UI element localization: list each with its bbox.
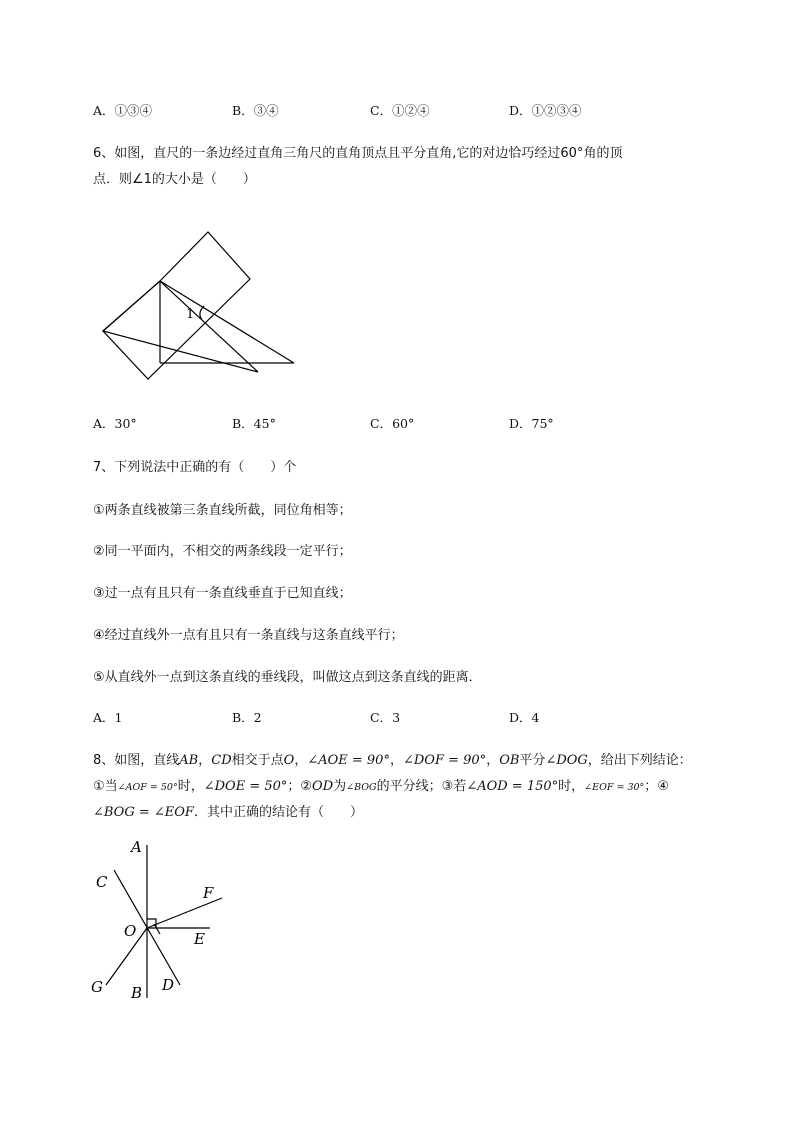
- math: ∠DOG: [545, 753, 588, 768]
- q7-option-a: A．1: [93, 710, 123, 725]
- q7-statement-3: ③过一点有且只有一条直线垂直于已知直线；: [93, 586, 352, 601]
- text: 时，: [177, 779, 204, 794]
- q8-lines-figure: [85, 835, 230, 1000]
- math: OB: [499, 753, 520, 768]
- text: ；④: [644, 779, 669, 794]
- q7-statement-1: ①两条直线被第三条直线所截，同位角相等；: [93, 503, 352, 518]
- math: ∠AOE = 90°: [307, 753, 390, 768]
- text: 的平分线；③若: [376, 779, 467, 794]
- q6-ruler-triangle-figure: [95, 225, 305, 385]
- math: ∠DOF = 90°: [402, 753, 487, 768]
- q6-option-c: C．60°: [370, 416, 415, 431]
- text: 时，: [558, 779, 585, 794]
- q7-option-b: B．2: [232, 710, 262, 725]
- q5-option-d: D．①②③④: [509, 103, 582, 118]
- text: 8、如图，直线: [93, 753, 180, 768]
- text: ，: [294, 753, 308, 768]
- q8-ray-of: [147, 898, 222, 928]
- text: ，: [389, 753, 403, 768]
- q6-angle-label: 1: [186, 307, 195, 322]
- q8-label-d: D: [162, 976, 175, 994]
- math: ∠AOF = 50°: [117, 782, 178, 793]
- q8-label-f: F: [203, 884, 214, 902]
- q7-statement-2: ②同一平面内，不相交的两条线段一定平行；: [93, 544, 352, 559]
- math: ∠EOF = 30°: [584, 782, 645, 793]
- q7-statement-4: ④经过直线外一点有且只有一条直线与这条直线平行；: [93, 628, 404, 643]
- q5-option-a: A．①③④: [93, 103, 153, 118]
- q6-stem-line2: 点．则∠1的大小是（ ）: [93, 172, 256, 187]
- math: O: [283, 753, 295, 768]
- q8-label-o: O: [124, 922, 137, 940]
- q5-option-b: B．③④: [232, 103, 279, 118]
- q5-option-c: C．①②④: [370, 103, 430, 118]
- q7-option-d: D．4: [509, 710, 540, 725]
- q8-label-a: A: [131, 838, 142, 856]
- math: CD: [211, 753, 232, 768]
- text: ，给出下列结论：: [587, 753, 692, 768]
- q8-label-e: E: [194, 930, 205, 948]
- q6-option-d: D．75°: [509, 416, 554, 431]
- q6-option-b: B．45°: [232, 416, 276, 431]
- q7-stem: 7、下列说法中正确的有（ ）个: [93, 460, 297, 475]
- q8-stem-line3: [93, 801, 363, 820]
- math: ∠BOG = ∠EOF: [93, 805, 194, 820]
- text: ．其中正确的结论有（ ）: [193, 805, 363, 820]
- q7-statement-5: ⑤从直线外一点到这条直线的垂线段，叫做这点到这条直线的距离．: [93, 670, 482, 685]
- text: 为: [333, 779, 347, 794]
- math: OD: [312, 779, 334, 794]
- q8-stem-line2: [93, 775, 669, 794]
- q7-option-c: C．3: [370, 710, 401, 725]
- q8-label-c: C: [96, 873, 108, 891]
- q8-label-b: B: [131, 984, 143, 1000]
- text: ①当: [93, 779, 118, 794]
- q6-stem-line1: 6、如图，直尺的一条边经过直角三角尺的直角顶点且平分直角,它的对边恰巧经过60°角的顶: [93, 146, 623, 161]
- q6-ruler: [103, 232, 250, 379]
- text: 相交于点: [231, 753, 284, 768]
- text: ；②: [287, 779, 313, 794]
- math: ∠AOD = 150°: [466, 779, 559, 794]
- text: ，: [198, 753, 212, 768]
- q8-label-g: G: [91, 978, 103, 996]
- math: AB: [179, 753, 199, 768]
- math: ∠BOG: [346, 782, 377, 793]
- q8-stem-line1: [93, 749, 692, 768]
- text: 平分: [519, 753, 546, 768]
- q6-option-a: A．30°: [93, 416, 137, 431]
- math: ∠DOE = 50°: [203, 779, 288, 794]
- text: ，: [486, 753, 500, 768]
